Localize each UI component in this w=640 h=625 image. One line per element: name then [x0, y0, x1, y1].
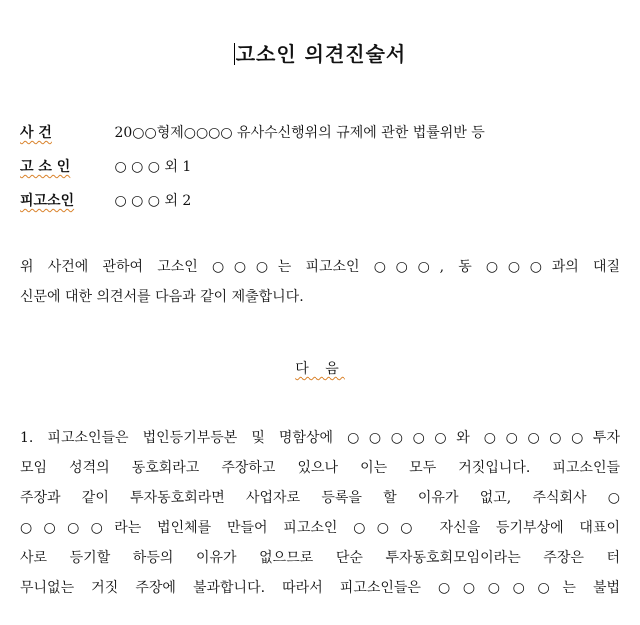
body-line: ○○○○라는 법인체를 만들어 피고소인 ○○○ 자신을 등기부상에 대표이 [20, 520, 620, 536]
field-complainant [20, 156, 191, 176]
body-line: 사로 등기할 하등의 이유가 없으므로 단순 투자동호회모임이라는 주장은 터 [20, 550, 620, 566]
body-line: 무니없는 거짓 주장에 불과합니다. 따라서 피고소인들은 ○○○○○는 불법 [20, 580, 620, 596]
body-paragraph [20, 423, 620, 603]
field-case-label: 사 건 [20, 125, 52, 141]
intro-paragraph [20, 252, 620, 312]
text-cursor [234, 43, 235, 65]
field-case [20, 122, 485, 142]
title-text: 고소인 의견진술서 [235, 42, 407, 66]
body-line: 1. 피고소인들은 법인등기부등본 및 명함상에 ○○○○○와 ○○○○○투자 [20, 430, 620, 446]
body-line: 모임 성격의 동호회라고 주장하고 있으나 이는 모두 거짓입니다. 피고소인들 [20, 460, 620, 476]
field-accused-value: ○ ○ ○ 외 2 [114, 193, 192, 209]
field-accused-label: 피고소인 [20, 193, 75, 209]
intro-line: 신문에 대한 의견서를 다음과 같이 제출합니다. [20, 289, 304, 305]
body-line: 주장과 같이 투자동호회라면 사업자로 등록을 할 이유가 없고, 주식회사 ○ [20, 490, 620, 506]
document-title [0, 38, 640, 67]
field-case-value: 20○○형제○○○○ 유사수신행위의 규제에 관한 법률위반 등 [114, 125, 485, 141]
field-complainant-value: ○ ○ ○ 외 1 [114, 159, 192, 175]
section-heading-text: 다 음 [295, 361, 345, 377]
section-heading [0, 358, 640, 378]
field-complainant-label: 고 소 인 [20, 159, 71, 175]
intro-line: 위 사건에 관하여 고소인 ○○○는 피고소인 ○○○, 동 ○○○과의 대질 [20, 259, 620, 275]
field-accused [20, 190, 191, 210]
